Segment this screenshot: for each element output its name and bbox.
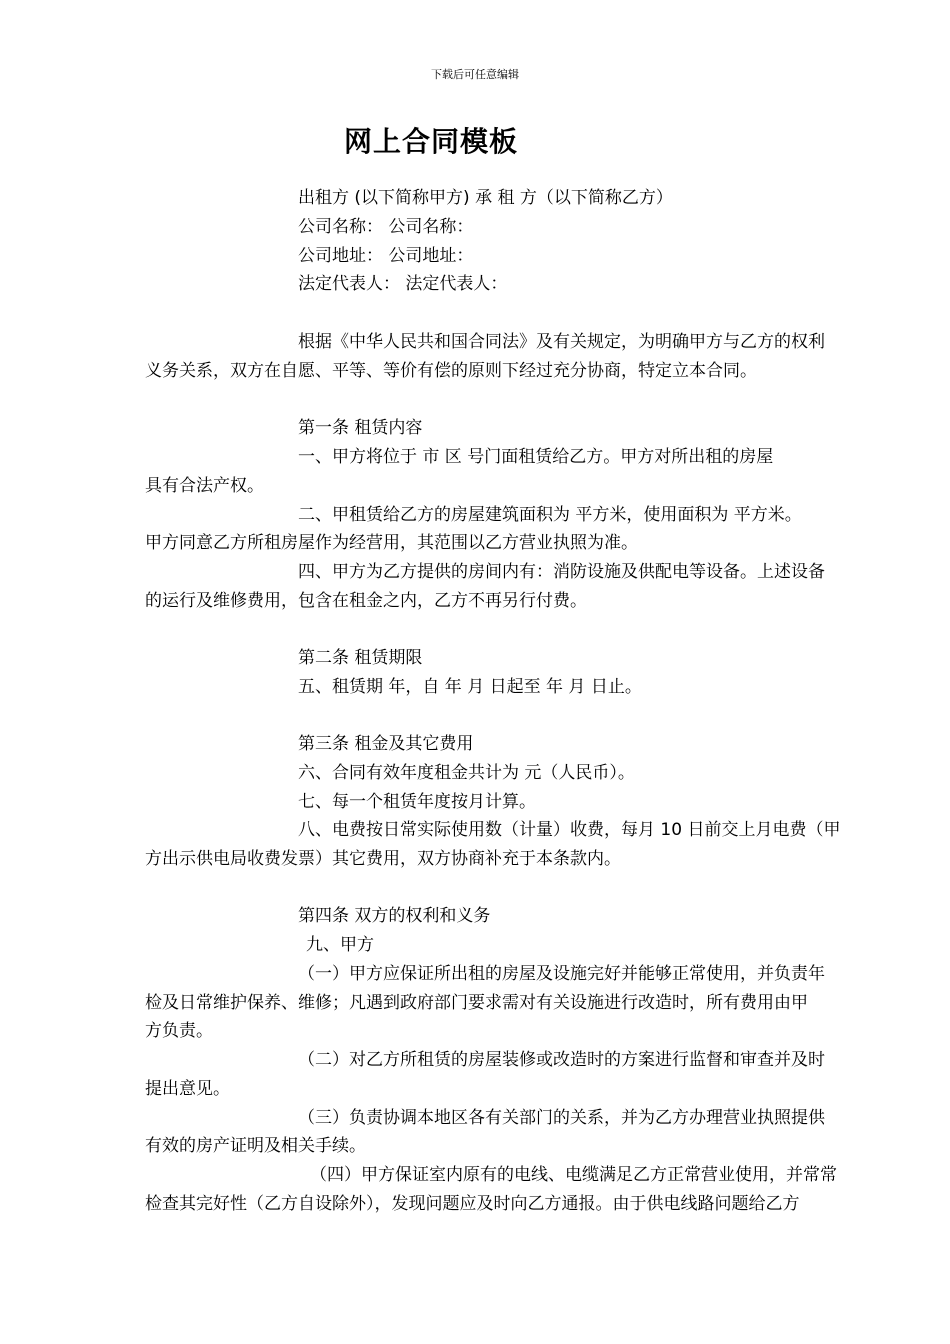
clause-1: 一、甲方将位于 市 区 号门面租赁给乙方。甲方对所出租的房屋	[298, 447, 774, 467]
subclause-3: （三）负责协调本地区各有关部门的关系，并为乙方办理营业执照提供	[298, 1108, 825, 1128]
clause-2: 二、甲租赁给乙方的房屋建筑面积为 平方米，使用面积为 平方米。	[298, 505, 802, 525]
clause-4-cont: 的运行及维修费用，包含在租金之内，乙方不再另行付费。	[145, 591, 587, 611]
subclause-2-cont: 提出意见。	[145, 1079, 230, 1099]
subclause-1: （一）甲方应保证所出租的房屋及设施完好并能够正常使用，并负责年	[298, 964, 825, 984]
intro-paragraph-cont: 义务关系，双方在自愿、平等、等价有偿的原则下经过充分协商，特定立本合同。	[145, 361, 757, 381]
clause-9: 九、甲方	[306, 935, 374, 955]
subclause-1-end: 方负责。	[145, 1021, 213, 1041]
document-title: 网上合同模板	[344, 125, 519, 158]
subclause-4-cont: 检查其完好性（乙方自设除外），发现问题应及时向乙方通报。由于供电线路问题给乙方	[145, 1194, 800, 1214]
subclause-4: （四）甲方保证室内原有的电线、电缆满足乙方正常营业使用，并常常	[310, 1165, 837, 1185]
article-3-heading: 第三条 租金及其它费用	[298, 734, 474, 754]
page-header: 下载后可任意编辑	[431, 68, 519, 81]
subclause-1-cont: 检及日常维护保养、维修；凡遇到政府部门要求需对有关设施进行改造时，所有费用由甲	[145, 993, 808, 1013]
clause-8: 八、电费按日常实际使用数（计量）收费，每月 10 日前交上月电费（甲	[298, 820, 841, 840]
company-name-line: 公司名称： 公司名称：	[298, 217, 474, 237]
intro-paragraph: 根据《中华人民共和国合同法》及有关规定，为明确甲方与乙方的权利	[298, 332, 825, 352]
clause-1-cont: 具有合法产权。	[145, 476, 264, 496]
clause-2-cont: 甲方同意乙方所租房屋作为经营用，其范围以乙方营业执照为准。	[145, 533, 638, 553]
clause-7: 七、每一个租赁年度按月计算。	[298, 792, 536, 812]
article-4-heading: 第四条 双方的权利和义务	[298, 906, 491, 926]
clause-5: 五、租赁期 年，自 年 月 日起至 年 月 日止。	[298, 677, 642, 697]
parties-line: 出租方 (以下简称甲方) 承 租 方（以下简称乙方）	[298, 188, 673, 208]
subclause-3-cont: 有效的房产证明及相关手续。	[145, 1136, 366, 1156]
clause-6: 六、合同有效年度租金共计为 元（人民币）。	[298, 763, 635, 783]
subclause-2: （二）对乙方所租赁的房屋装修或改造时的方案进行监督和审查并及时	[298, 1050, 825, 1070]
article-1-heading: 第一条 租赁内容	[298, 418, 423, 438]
article-2-heading: 第二条 租赁期限	[298, 648, 423, 668]
clause-4: 四、甲方为乙方提供的房间内有：消防设施及供配电等设备。上述设备	[298, 562, 825, 582]
company-address-line: 公司地址： 公司地址：	[298, 246, 474, 266]
clause-8-cont: 方出示供电局收费发票）其它费用，双方协商补充于本条款内。	[145, 849, 621, 869]
legal-rep-line: 法定代表人： 法定代表人：	[298, 274, 508, 294]
